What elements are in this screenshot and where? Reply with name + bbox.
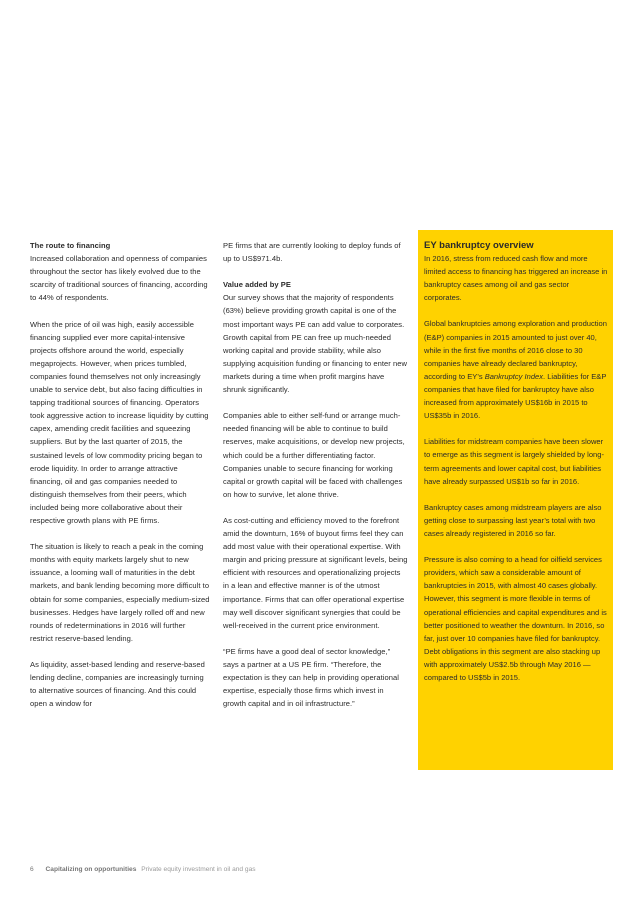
paragraph: In 2016, stress from reduced cash flow and more limited access to financing has triggered an increase in bankruptcy cases among oil and gas sector corporates.	[424, 254, 608, 303]
footer-subtitle: Private equity investment in oil and gas	[141, 866, 256, 873]
section-heading-value-added: Value added by PE	[223, 280, 291, 290]
paragraph: Increased collaboration and openness of companies throughout the sector has likely evolved due to the scarcity of traditional sources of financing, according to 44% of respondents.	[30, 254, 208, 303]
column-left	[30, 239, 210, 723]
text-run: Global bankruptcies among exploration and production (E&P) companies in 2015 amounted to just over 40, while in the first five months of 2016 close to 30 companies have already declared bankruptcy, according to EY’s	[424, 319, 607, 381]
paragraph: Our survey shows that the majority of respondents (63%) believe providing growth capital is one of the most important ways PE can add value to corporates. Growth capital from PE can free up much-needed working capital and provide stability, while also supplying acquisition funding or financing to enter new markets during a time when profit margins have shrunk significantly.	[223, 293, 407, 395]
page-number: 6	[30, 866, 34, 873]
paragraph: When the price of oil was high, easily accessible financing supplied ever more capital-intensive projects offshore around the world, especially megaprojects. However, when prices tumbled, companies found themselves not only increasingly unable to service debt, but also facing difficulties in tapping traditional sources of financing. Operators took aggressive action to increase liquidity by cutting capex, amending credit facilities and squeezing suppliers. But by the last quarter of 2015, the sustained levels of low commodity pricing began to erode liquidity. In order to arrange attractive financing, oil and gas companies needed to distinguish themselves from their peers, which included being more collaborative about their respective growth plans with PE firms.	[30, 319, 209, 525]
sidebar-bankruptcy-overview	[418, 230, 613, 770]
column-middle	[223, 239, 408, 723]
paragraph	[424, 317, 608, 422]
paragraph: As liquidity, asset-based lending and reserve-based lending decline, companies are increasingly turning to alternative sources of financing. And this could open a window for	[30, 660, 205, 709]
page-footer	[30, 866, 256, 873]
index-name: Bankruptcy Index	[484, 371, 544, 381]
paragraph: As cost-cutting and efficiency moved to the forefront amid the downturn, 16% of buyout firms feel they can add most value with their operational expertise. With margin and pricing pressure at significant levels, being efficient with resources and operationalizing projects in a lean and effective manner is of the utmost importance. Firms that can offer operational expertise may well discover significant synergies that could be well-received in the current price environment.	[223, 515, 408, 630]
paragraph: Pressure is also coming to a head for oilfield services providers, which saw a considerable amount of bankruptcies in 2015, with almost 40 cases globally. However, this segment is more flexible in terms of operational efficiencies and capital expenditures and is better positioned to weather the downturn. In 2016, so far, just over 10 companies have filed for bankruptcy. Debt obligations in this segment are also stacking up with approximately US$2.5b through May 2016 — compared to US$5b in 2015.	[424, 555, 607, 682]
footer-title: Capitalizing on opportunities	[45, 866, 137, 873]
paragraph: Bankruptcy cases among midstream players are also getting close to surpassing last year’s total with two cases already registered in 2016 so far.	[424, 502, 602, 538]
paragraph: PE firms that are currently looking to deploy funds of up to US$971.4b.	[223, 241, 401, 264]
sidebar-title: EY bankruptcy overview	[424, 240, 534, 251]
section-heading-financing: The route to financing	[30, 241, 111, 250]
paragraph: Liabilities for midstream companies have been slower to emerge as this segment is largely shielded by long-term agreements and lower capital cost, but liabilities have already surpassed US$1b so far in 2016.	[424, 437, 604, 486]
paragraph: The situation is likely to reach a peak in the coming months with equity markets largely shut to new issuance, a looming wall of maturities in the debt markets, and bank lending becoming more difficult to obtain for some companies, especially medium-sized businesses. Hedges have largely rolled off and new rounds of redeterminations in 2016 will further restrict reserve-based lending.	[30, 542, 210, 643]
quote-paragraph: “PE firms have a good deal of sector knowledge,” says a partner at a US PE firm. “Therefore, the expectation is they can help in providing operational expertise, especially those firms which invest in growth capital and in oil infrastructure.”	[223, 646, 399, 709]
text-run: . Liabilities for E&P companies that have filed for bankruptcy have also increased from approximately US$16b in 2015 to US$35b in 2016.	[424, 371, 607, 421]
paragraph: Companies able to either self-fund or arrange much-needed financing will be able to continue to build reserves, make acquisitions, or develop new projects, which could be a further differentiating factor. Companies unable to secure financing for working capital or growth capital will be faced with challenges on how to survive, let alone thrive.	[223, 411, 405, 499]
